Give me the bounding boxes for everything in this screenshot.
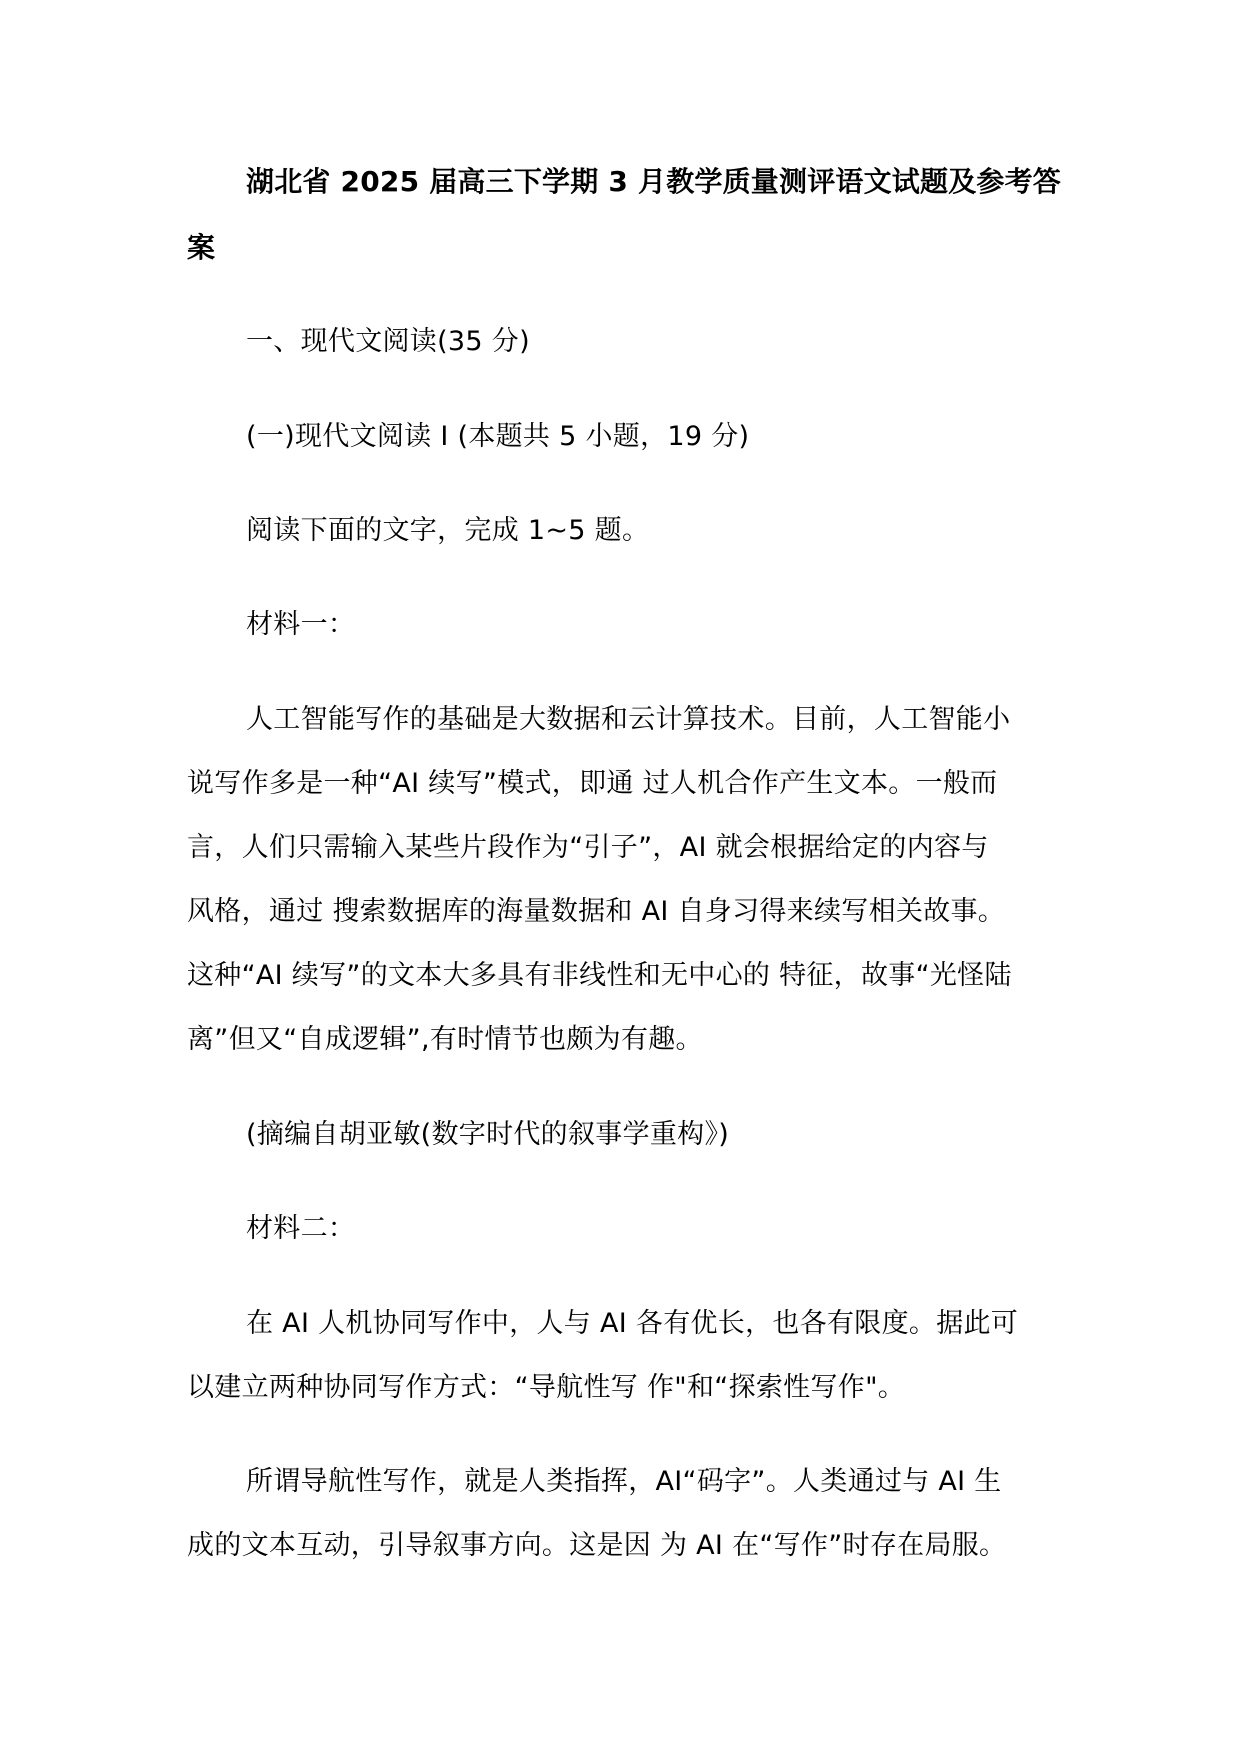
material-2-paragraph-1-line: 以建立两种协同写作方式：“导航性写 作"和“探索性写作"。 xyxy=(187,1372,906,1403)
subsection-heading: (一)现代文阅读 I (本题共 5 小题，19 分) xyxy=(246,421,750,452)
material-1-line: 言，人们只需输入某些片段作为“引子”，AI 就会根据给定的内容与 xyxy=(187,832,989,863)
material-2-label: 材料二： xyxy=(246,1213,356,1244)
document-title-line-2: 案 xyxy=(187,231,216,264)
material-1-line: 风格，通过 搜索数据库的海量数据和 AI 自身习得来续写相关故事。 xyxy=(187,896,1006,927)
material-2-paragraph-2-line: 所谓导航性写作，就是人类指挥，AI“码字”。人类通过与 AI 生 xyxy=(246,1466,1002,1497)
material-1-line: 这种“AI 续写”的文本大多具有非线性和无中心的 特征，故事“光怪陆 xyxy=(187,960,1012,991)
material-1-line: 说写作多是一种“AI 续写”模式，即通 过人机合作产生文本。一般而 xyxy=(187,768,998,799)
material-1-label: 材料一： xyxy=(246,609,356,640)
material-1-source: (摘编自胡亚敏(数字时代的叙事学重构》) xyxy=(246,1119,730,1150)
instruction-text: 阅读下面的文字，完成 1~5 题。 xyxy=(246,515,650,546)
material-2-paragraph-2-line: 成的文本互动，引导叙事方向。这是因 为 AI 在“写作”时存在局服。 xyxy=(187,1530,1007,1561)
material-2-paragraph-1-line: 在 AI 人机协同写作中，人与 AI 各有优长，也各有限度。据此可 xyxy=(246,1308,1019,1339)
document-title-line-1: 湖北省 2025 届高三下学期 3 月教学质量测评语文试题及参考答 xyxy=(246,165,1062,198)
material-1-line: 离”但又“自成逻辑”,有时情节也颇为有趣。 xyxy=(187,1024,703,1055)
section-heading: 一、现代文阅读(35 分) xyxy=(246,326,530,357)
material-1-line: 人工智能写作的基础是大数据和云计算技术。目前，人工智能小 xyxy=(246,704,1011,735)
